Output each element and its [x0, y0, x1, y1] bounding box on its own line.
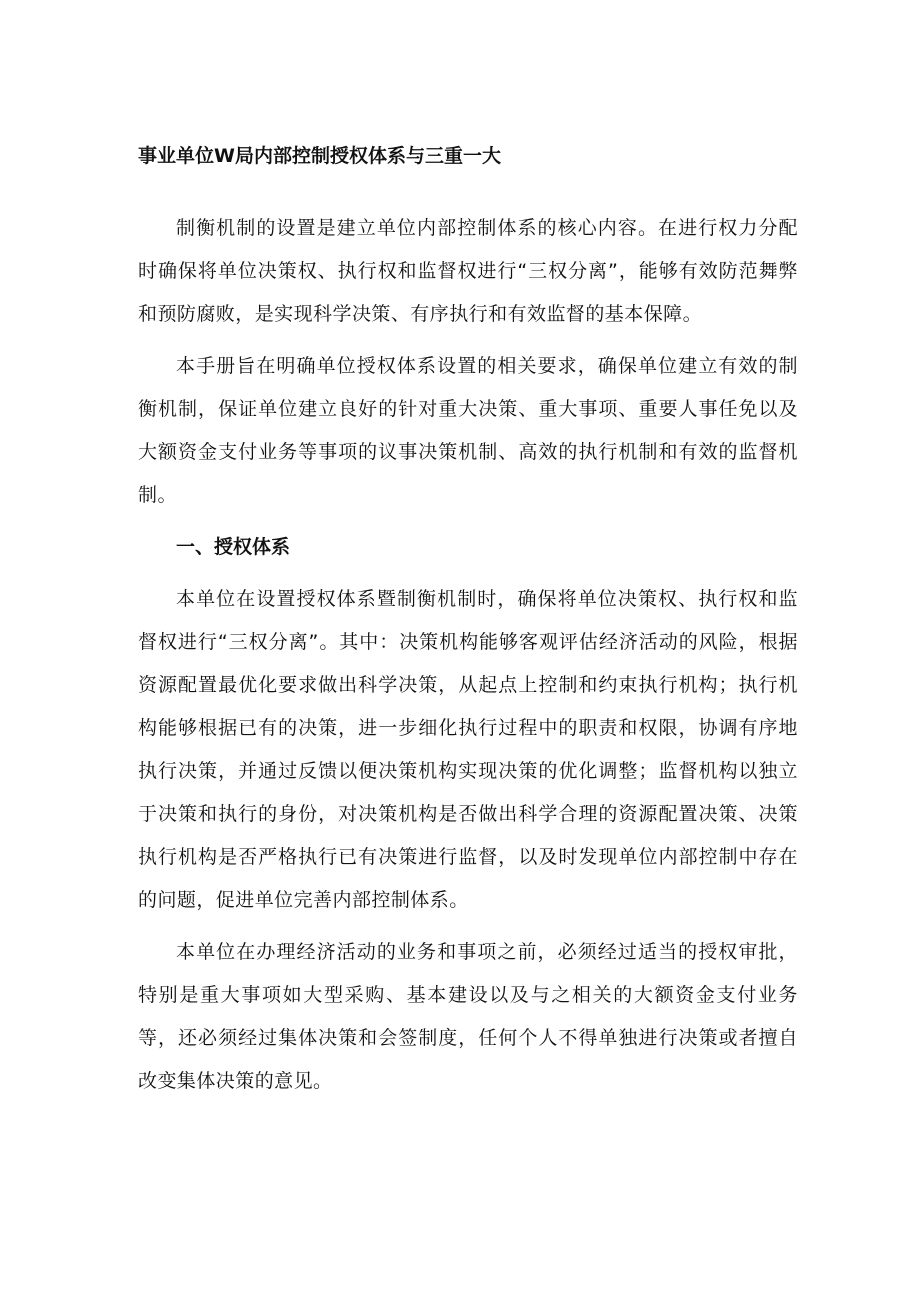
document-title: 事业单位W局内部控制授权体系与三重一大: [138, 145, 501, 167]
intro-paragraph-2: 本手册旨在明确单位授权体系设置的相关要求，确保单位建立有效的制衡机制，保证单位建立良好的针对重大决策、重大事项、重要人事任免以及大额资金支付业务等事项的议事决策机制、高效的执行机制和有效的监督机制。: [138, 355, 798, 506]
document-body: [138, 207, 798, 1112]
section-1-paragraph-1: 本单位在设置授权体系暨制衡机制时，确保将单位决策权、执行权和监督权进行“三权分离”。其中：决策机构能够客观评估经济活动的风险，根据资源配置最优化要求做出科学决策，从起点上控制和约束执行机构；执行机构能够根据已有的决策，进一步细化执行过程中的职责和权限，协调有序地执行决策，并通过反馈以便决策机构实现决策的优化调整；监督机构以独立于决策和执行的身份，对决策机构是否做出科学合理的资源配置决策、决策执行机构是否严格执行已有决策进行监督，以及时发现单位内部控制中存在的问题，促进单位完善内部控制体系。: [138, 588, 798, 911]
section-1-paragraph-2: 本单位在办理经济活动的业务和事项之前，必须经过适当的授权审批，特别是重大事项如大型采购、基本建设以及与之相关的大额资金支付业务等，还必须经过集体决策和会签制度，任何个人不得单独进行决策或者擅自改变集体决策的意见。: [138, 941, 798, 1092]
section-heading-authorization-system: 一、授权体系: [176, 536, 291, 558]
intro-paragraph-1: 制衡机制的设置是建立单位内部控制体系的核心内容。在进行权力分配时确保将单位决策权、执行权和监督权进行“三权分离”，能够有效防范舞弊和预防腐败，是实现科学决策、有序执行和有效监督的基本保障。: [138, 217, 798, 325]
